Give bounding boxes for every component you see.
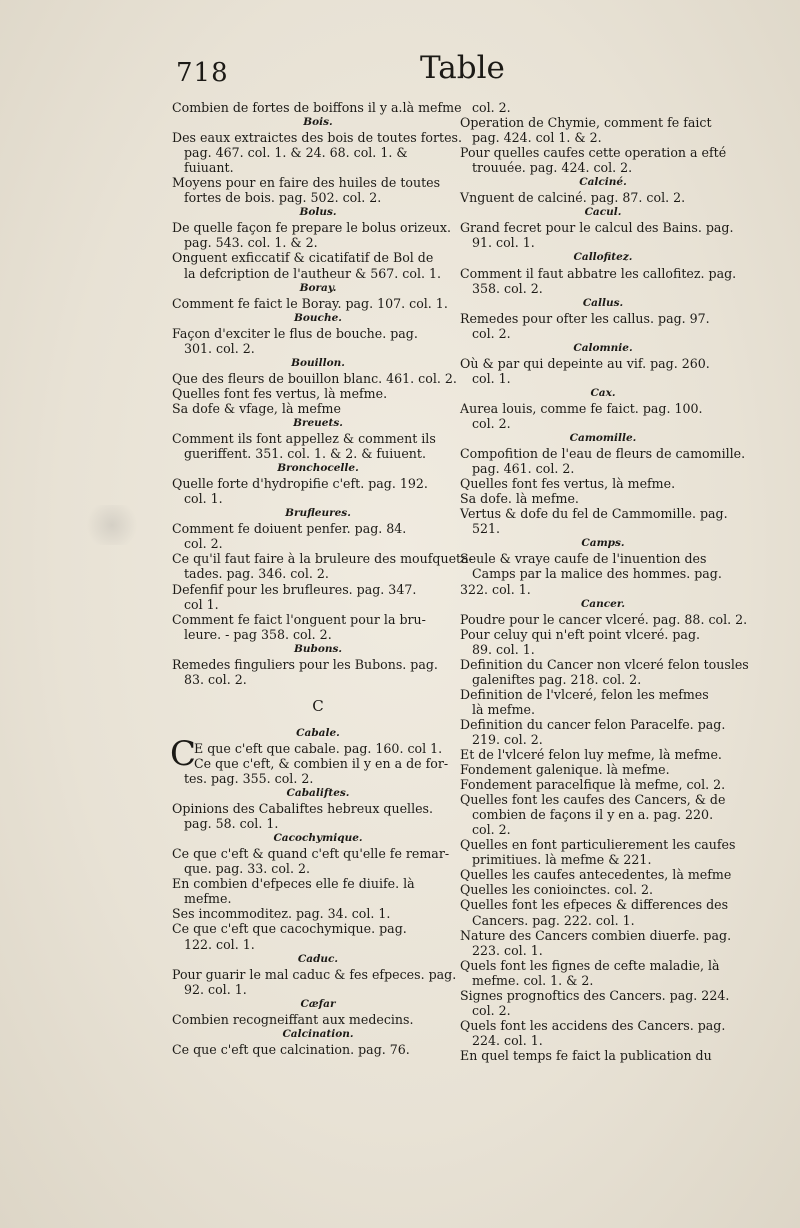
entry-text: Pour guarir le mal caduc & fes efpeces. pag. — [172, 966, 457, 982]
entry-text: 122. col. 1. — [184, 936, 255, 952]
index-entry — [172, 130, 464, 145]
entry-text: Callus. — [582, 296, 624, 309]
entry-text: Operation de Chymie, comment fe faict — [460, 115, 712, 131]
entry-text: 224. col. 1. — [472, 1032, 543, 1048]
page-title: Table — [420, 50, 505, 86]
index-continuation — [460, 672, 746, 687]
entry-text: col. 2. — [472, 415, 511, 431]
entry-text: Sa dofe & vfage, là mefme — [172, 400, 341, 416]
entry-text: Quelles les caufes antecedentes, là mefme — [460, 867, 732, 883]
entry-text: Et de l'vlceré felon luy mefme, là mefme. — [460, 747, 722, 763]
entry-text: Breuets. — [293, 416, 343, 429]
index-entry — [460, 115, 746, 130]
index-entry — [172, 296, 464, 311]
entry-heading — [172, 356, 464, 371]
entry-text: Quelles en font particulierement les caufes — [460, 837, 736, 853]
entry-text: tades. pag. 346. col. 2. — [184, 566, 329, 582]
entry-text: Bronchocelle. — [277, 462, 359, 475]
entry-text: Remedes finguliers pour les Bubons. pag. — [172, 656, 438, 672]
entry-text: col. 2. — [472, 822, 511, 838]
index-entry — [172, 326, 464, 341]
entry-text: col. 1. — [472, 370, 511, 386]
entry-text: Caduc. — [297, 952, 339, 965]
entry-heading — [172, 726, 464, 741]
index-entry — [460, 777, 746, 792]
entry-text: 92. col. 1. — [184, 981, 247, 997]
entry-text: Grand fecret pour le calcul des Bains. pag. — [460, 220, 734, 236]
entry-text: Comment il faut abbatre les callofitez. pag. — [460, 265, 737, 281]
entry-heading — [172, 461, 464, 476]
index-continuation — [460, 822, 746, 837]
index-continuation — [460, 281, 746, 296]
entry-text: Pour celuy qui n'eft point vlceré. pag. — [460, 626, 701, 642]
index-entry — [460, 656, 749, 672]
index-continuation — [460, 1003, 746, 1018]
entry-heading — [460, 296, 746, 311]
entry-text: là mefme. — [472, 701, 535, 717]
entry-text: pag. 467. col. 1. & 24. 68. col. 1. & — [184, 145, 408, 161]
index-entry — [172, 582, 464, 597]
entry-text: Calciné. — [579, 176, 627, 189]
entry-text: Onguent exficcatif & cicatifatif de Bol de — [172, 250, 434, 266]
index-continuation — [460, 130, 746, 145]
index-entry — [460, 491, 746, 506]
entry-text: col. 1. — [184, 491, 223, 507]
index-continuation — [172, 891, 464, 906]
index-column-right — [460, 100, 749, 1063]
entry-heading — [172, 997, 464, 1012]
index-entry — [460, 1048, 746, 1063]
entry-text: col 1. — [184, 596, 219, 612]
entry-text: Quels font les accidens des Cancers. pag. — [460, 1017, 726, 1033]
entry-text: col. 2. — [184, 536, 223, 552]
index-entry — [460, 837, 746, 852]
index-entry — [172, 521, 464, 536]
entry-heading — [460, 175, 746, 190]
index-entry — [172, 551, 473, 567]
entry-text: 223. col. 1. — [472, 942, 543, 958]
index-continuation — [172, 235, 464, 250]
entry-text: mefme. col. 1. & 2. — [472, 972, 594, 988]
entry-text: galeniftes pag. 218. col. 2. — [472, 671, 642, 687]
index-entry — [172, 100, 464, 115]
index-entry — [460, 897, 746, 912]
index-entry — [172, 220, 464, 235]
entry-text: Cax. — [590, 386, 616, 399]
index-entry — [460, 687, 746, 702]
entry-text: Definition du cancer felon Paracelfe. pag. — [460, 716, 726, 732]
index-continuation — [460, 973, 746, 988]
entry-text: Definition de l'vlceré, felon les mefmes — [460, 686, 709, 702]
index-entry — [172, 756, 464, 771]
index-continuation — [460, 416, 746, 431]
entry-text: Compofition de l'eau de fleurs de camomille. — [460, 446, 746, 462]
entry-text: Cacul. — [584, 206, 622, 219]
entry-text: Moyens pour en faire des huiles de toutes — [172, 175, 441, 191]
index-continuation — [172, 627, 464, 642]
index-continuation — [460, 913, 746, 928]
entry-heading — [460, 341, 746, 356]
entry-text: Sa dofe. là mefme. — [460, 491, 579, 507]
index-entry — [460, 356, 746, 371]
entry-text: Fondement paracelfique là mefme, col. 2. — [460, 777, 726, 793]
index-continuation — [172, 861, 464, 876]
index-entry — [460, 882, 746, 897]
index-column-left — [170, 100, 473, 1057]
index-entry — [172, 1042, 464, 1057]
index-entry — [172, 371, 464, 386]
entry-heading — [172, 786, 464, 801]
index-continuation — [460, 943, 746, 958]
entry-heading — [172, 115, 464, 130]
entry-text: Ses incommoditez. pag. 34. col. 1. — [172, 906, 391, 922]
entry-text: col. 2. — [472, 1002, 511, 1018]
index-entry — [460, 311, 746, 326]
entry-text: Comment ils font appellez & comment ils — [172, 431, 436, 447]
entry-text: Definition du Cancer non vlceré felon tousles — [460, 656, 749, 672]
index-entry — [172, 386, 464, 401]
index-entry — [460, 928, 746, 943]
index-entry — [172, 876, 464, 891]
entry-text: 83. col. 2. — [184, 671, 247, 687]
index-continuation — [460, 235, 746, 250]
entry-heading — [172, 506, 464, 521]
index-entry — [460, 612, 746, 627]
entry-text: Que des fleurs de bouillon blanc. 461. col. 2. — [172, 370, 457, 386]
entry-text: Ce que c'eft & quand c'eft qu'elle fe remar- — [172, 846, 450, 862]
entry-text: Ce que c'eft que cacochymique. pag. — [172, 921, 407, 937]
entry-text: Quels font les fignes de cefte maladie, là — [460, 957, 720, 973]
entry-heading — [460, 597, 746, 612]
entry-text: De quelle façon fe prepare le bolus orizeux. — [172, 220, 451, 236]
index-entry — [172, 612, 464, 627]
entry-text: Calcination. — [282, 1027, 354, 1040]
index-continuation — [460, 732, 746, 747]
entry-text: col. 2. — [472, 325, 511, 341]
index-continuation — [172, 816, 464, 831]
entry-heading — [172, 831, 464, 846]
entry-text: 89. col. 1. — [472, 641, 535, 657]
entry-text: Signes prognoftics des Cancers. pag. 224. — [460, 987, 730, 1003]
index-continuation — [172, 566, 464, 581]
entry-text: Bois. — [303, 116, 333, 129]
entry-text: Calomnie. — [573, 341, 633, 354]
entry-text: leure. - pag 358. col. 2. — [184, 626, 332, 642]
index-entry — [172, 1012, 464, 1027]
entry-text: Comment fe faict l'onguent pour la bru- — [172, 611, 426, 627]
entry-text: Cancers. pag. 222. col. 1. — [472, 912, 635, 928]
entry-text: Quelle forte d'hydropifie c'eft. pag. 192. — [172, 476, 428, 492]
index-continuation — [460, 521, 746, 536]
index-entry — [460, 582, 746, 597]
entry-text: Ce que c'eft, & combien il y en a de for- — [194, 755, 449, 771]
entry-text: Comment fe doiuent penfer. pag. 84. — [172, 521, 407, 537]
index-continuation — [172, 190, 464, 205]
index-continuation — [172, 771, 464, 786]
index-entry — [460, 551, 746, 566]
index-entry — [460, 627, 746, 642]
page-stain — [82, 505, 142, 545]
index-continuation — [460, 326, 746, 341]
page-number: 718 — [176, 58, 229, 88]
entry-text: Cabaliftes. — [286, 787, 350, 800]
entry-text: que. pag. 33. col. 2. — [184, 861, 310, 877]
entry-text: Quelles font fes vertus, là mefme. — [172, 385, 388, 401]
entry-text: fuiuant. — [184, 160, 234, 176]
entry-text: Quelles les conioinctes. col. 2. — [460, 882, 654, 898]
index-entry — [172, 657, 464, 672]
entry-text: Vnguent de calciné. pag. 87. col. 2. — [460, 190, 686, 206]
entry-text: Où & par qui depeinte au vif. pag. 260. — [460, 355, 710, 371]
entry-heading — [460, 386, 746, 401]
entry-heading — [172, 281, 464, 296]
entry-text: pag. 461. col. 2. — [472, 461, 575, 477]
entry-text: combien de façons il y en a. pag. 220. — [472, 807, 714, 823]
index-entry — [460, 762, 746, 777]
index-continuation — [172, 341, 464, 356]
entry-text: Bouillon. — [291, 356, 345, 369]
entry-text: Cæfar — [300, 997, 336, 1010]
index-entry — [460, 401, 746, 416]
index-entry — [460, 867, 746, 882]
index-entry — [460, 190, 746, 205]
index-entry — [172, 846, 464, 861]
index-entry — [460, 476, 746, 491]
index-continuation — [460, 566, 746, 581]
entry-text: Vertus & dofe du fel de Cammomille. pag. — [460, 506, 728, 522]
index-continuation — [172, 446, 464, 461]
entry-text: mefme. — [184, 891, 232, 907]
index-entry — [460, 1018, 746, 1033]
entry-heading — [172, 416, 464, 431]
entry-text: Aurea louis, comme fe faict. pag. 100. — [460, 400, 703, 416]
entry-text: Opinions des Cabaliftes hebreux quelles. — [172, 801, 434, 817]
entry-text: Callofitez. — [573, 251, 633, 264]
entry-heading — [172, 952, 464, 967]
entry-text: Camomille. — [569, 432, 637, 445]
entry-text: gueriffent. 351. col. 1. & 2. & fuiuent. — [184, 446, 426, 462]
entry-text: Des eaux extraictes des bois de toutes fortes. — [172, 130, 463, 146]
entry-text: Combien de fortes de boiffons il y a.là mefme — [172, 100, 462, 115]
index-continuation — [172, 982, 464, 997]
index-entry — [172, 250, 464, 265]
index-entry — [460, 717, 746, 732]
index-entry — [460, 446, 746, 461]
entry-text: Combien recogneiffant aux medecins. — [172, 1011, 414, 1027]
index-continuation — [172, 536, 464, 551]
index-continuation — [460, 702, 746, 717]
index-continuation — [460, 371, 746, 386]
entry-text: Comment fe faict le Boray. pag. 107. col. 1. — [172, 295, 448, 311]
entry-text: Boray. — [299, 281, 337, 294]
entry-text: Bubons. — [293, 642, 343, 655]
entry-heading — [172, 311, 464, 326]
entry-text: trouuée. pag. 424. col. 2. — [472, 160, 633, 176]
entry-text: pag. 543. col. 1. & 2. — [184, 235, 318, 251]
entry-text: Ce qu'il faut faire à la bruleure des moufqueta- — [172, 551, 473, 567]
index-continuation — [172, 266, 464, 281]
entry-text: Quelles font fes vertus, là mefme. — [460, 476, 676, 492]
index-entry — [460, 220, 746, 235]
entry-text: 358. col. 2. — [472, 280, 543, 296]
index-continuation — [460, 642, 746, 657]
entry-text: En combien d'efpeces elle fe diuife. là — [172, 876, 415, 892]
entry-heading — [460, 536, 746, 551]
entry-text: fortes de bois. pag. 502. col. 2. — [184, 190, 382, 206]
entry-text: Quelles font les efpeces & differences des — [460, 897, 729, 913]
entry-text: Camps. — [581, 537, 625, 550]
entry-text: Cabale. — [296, 726, 340, 739]
entry-text: primitiues. là mefme & 221. — [472, 852, 652, 868]
entry-text: Nature des Cancers combien diuerfe. pag. — [460, 927, 732, 943]
entry-text: Defenfif pour les brufleures. pag. 347. — [172, 581, 417, 597]
index-entry — [172, 431, 464, 446]
entry-text: Brufleures. — [285, 507, 351, 520]
entry-text: Bouche. — [294, 311, 342, 324]
entry-text: 322. col. 1. — [460, 581, 531, 597]
entry-heading — [460, 431, 746, 446]
index-entry — [172, 801, 464, 816]
index-entry — [460, 988, 746, 1003]
index-continuation — [460, 807, 746, 822]
entry-text: Cancer. — [580, 597, 626, 610]
index-entry — [460, 792, 746, 807]
index-continuation — [460, 100, 746, 115]
index-entry — [172, 175, 464, 190]
index-entry — [172, 476, 464, 491]
index-entry — [460, 266, 746, 281]
entry-text: Seule & vraye caufe de l'inuention des — [460, 551, 707, 567]
index-continuation — [460, 160, 746, 175]
entry-text: Façon d'exciter le flus de bouche. pag. — [172, 325, 418, 341]
index-entry — [460, 506, 746, 521]
entry-text: Cacochymique. — [273, 832, 363, 845]
entry-heading — [460, 205, 746, 220]
entry-text: 521. — [472, 521, 501, 537]
entry-text: Pour quelles caufes cette operation a efté — [460, 145, 727, 161]
index-entry — [172, 906, 464, 921]
entry-text: 301. col. 2. — [184, 340, 255, 356]
index-continuation — [172, 597, 464, 612]
entry-text: E que c'eft que cabale. pag. 160. col 1. — [194, 740, 443, 756]
index-continuation — [460, 461, 746, 476]
entry-heading — [460, 250, 746, 265]
index-continuation — [172, 145, 464, 160]
index-entry — [172, 921, 464, 936]
entry-text: tes. pag. 355. col. 2. — [184, 771, 314, 787]
entry-text: En quel temps fe faict la publication du — [460, 1047, 712, 1063]
section-letter — [172, 687, 464, 726]
entry-text: Poudre pour le cancer vlceré. pag. 88. col. 2. — [460, 611, 748, 627]
entry-heading — [172, 642, 464, 657]
index-entry — [460, 145, 746, 160]
index-continuation — [172, 491, 464, 506]
index-entry — [460, 958, 746, 973]
entry-text: Bolus. — [299, 206, 337, 219]
index-entry — [172, 401, 464, 416]
entry-text: pag. 424. col 1. & 2. — [472, 130, 602, 146]
entry-text: Ce que c'eft que calcination. pag. 76. — [172, 1041, 410, 1057]
entry-text: pag. 58. col. 1. — [184, 816, 279, 832]
index-continuation — [172, 672, 464, 687]
index-continuation — [460, 1033, 746, 1048]
entry-text: Quelles font les caufes des Cancers, & de — [460, 792, 726, 808]
entry-text: la defcription de l'autheur & 567. col. 1. — [184, 265, 441, 281]
entry-text: Remedes pour ofter les callus. pag. 97. — [460, 310, 710, 326]
entry-heading — [172, 1027, 464, 1042]
index-entry — [172, 967, 464, 982]
entry-text: 219. col. 2. — [472, 731, 543, 747]
drop-cap: C — [170, 733, 197, 774]
index-continuation — [460, 852, 746, 867]
entry-text: col. 2. — [472, 100, 511, 115]
index-continuation — [172, 160, 464, 175]
index-entry — [460, 747, 746, 762]
entry-text: Fondement galenique. là mefme. — [460, 762, 670, 778]
entry-text: Camps par la malice des hommes. pag. — [472, 566, 722, 582]
entry-text: C — [312, 696, 324, 715]
entry-text: 91. col. 1. — [472, 235, 535, 251]
entry-heading — [172, 205, 464, 220]
index-continuation — [172, 937, 464, 952]
